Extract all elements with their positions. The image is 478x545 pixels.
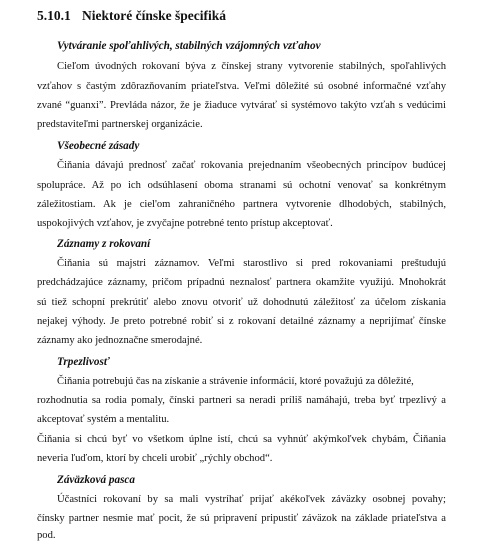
paragraph-line: záležitostiam. Ak je ciel'om zahraničného partnera vytvorenie dlhodobých, stabilných, bbox=[37, 199, 446, 210]
paragraph-line: záznamy ako jednoznačne smerodajné. bbox=[37, 335, 203, 346]
heading-reliable-relationships: Vytváranie spoľahlivých, stabilných vzájomných vzťahov bbox=[57, 40, 321, 52]
paragraph-line: zvané “guanxi”. Prevláda názor, že je žiaduce vytvárať si systémovo takýto vzťah s vedúcimi bbox=[37, 100, 446, 111]
paragraph-line: akceptovať systém a mentalitu. bbox=[37, 414, 170, 425]
section-title bbox=[37, 8, 226, 24]
paragraph-line: predstaviteľmi partnerskej organizácie. bbox=[37, 119, 203, 130]
paragraph-line: Čiňania potrebujú čas na získanie a strávenie informácií, ktoré považujú za dôležité, bbox=[57, 376, 414, 387]
section-number: 5.10.1 bbox=[37, 8, 71, 23]
heading-negotiation-records: Záznamy z rokovaní bbox=[57, 238, 151, 250]
paragraph-line: vzťahov s častým zdôrazňovaním priateľstva. Veľmi dôležité sú osobné informačné vzťahy bbox=[37, 81, 446, 92]
heading-patience: Trpezlivosť bbox=[57, 356, 110, 368]
paragraph-line: predchádzajúce záznamy, pričom prípadnú neznalosť partnera okamžite využijú. Mnohokrát bbox=[37, 277, 446, 288]
paragraph-line: sú tiež schopní prekrútiť alebo znovu otvoriť už dohodnutú záležitosť za účelom získania bbox=[37, 297, 446, 308]
paragraph-line: Účastníci rokovaní by sa mali vystríhať prijať akékoľvek záväzky osobnej povahy; bbox=[57, 494, 446, 505]
paragraph-line: Cieľom úvodných rokovaní býva z čínskej strany vytvorenie stabilných, spoľahlivých bbox=[57, 61, 446, 72]
paragraph-line: nejakej výhody. Je preto potrebné robiť si z rokovaní detailné záznamy a neprijímať čínske bbox=[37, 316, 446, 327]
paragraph-line: pod. bbox=[37, 530, 56, 541]
paragraph-line: uspokojivých vzťahov, je zvyčajne potrebné tento prístup akceptovať. bbox=[37, 218, 333, 229]
paragraph-line: Čiňania sú majstri záznamov. Veľmi starostlivo si pred rokovaniami preštudujú bbox=[57, 258, 446, 269]
paragraph-line: rozhodnutia sa rodia pomaly, čínski partneri sa neradi príliš namáhajú, treba byť trpezlivý a bbox=[37, 395, 446, 406]
heading-commitment-trap: Záväzková pasca bbox=[57, 474, 135, 486]
section-title-text: Niektoré čínske špecifiká bbox=[82, 8, 226, 23]
heading-general-principles: Všeobecné zásady bbox=[57, 140, 140, 152]
paragraph-line: Čiňania dávajú prednosť začať rokovania prejednaním všeobecných princípov budúcej bbox=[57, 160, 446, 171]
paragraph-line: spolupráce. Až po ich odsúhlasení oboma stranami sú ochotní venovať sa konkrétnym bbox=[37, 180, 446, 191]
paragraph-line: neveria ľuďom, ktorí by chceli urobiť „rýchly obchod“. bbox=[37, 453, 273, 464]
paragraph-line: čínsky partner nesmie mať pocit, že sú pripravení pripustiť záväzok na základe priateľstva a bbox=[37, 513, 446, 524]
paragraph-line: Čiňania si chcú byť vo všetkom úplne istí, chcú sa vyhnúť akýmkoľvek chybám, Čiňania bbox=[37, 434, 446, 445]
